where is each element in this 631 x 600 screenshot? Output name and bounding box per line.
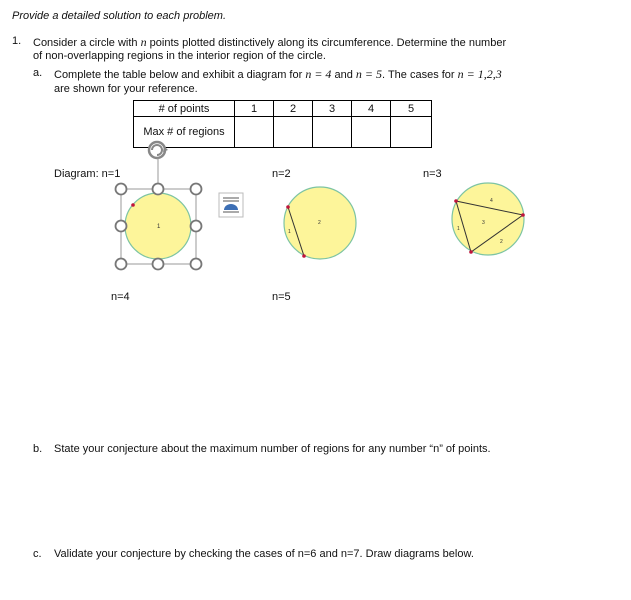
table-col-5: 5 — [391, 101, 432, 117]
diagram-n1-label: Diagram: n=1 — [54, 168, 121, 180]
region-n3-4: 4 — [490, 198, 493, 204]
resize-handle-ml[interactable] — [116, 221, 127, 232]
part-a-eq-n4: n = 4 — [305, 67, 332, 81]
diagram-n3-label: n=3 — [423, 168, 442, 180]
diagram-n2-label: n=2 — [272, 168, 291, 180]
rotate-handle-icon[interactable] — [149, 142, 168, 158]
part-a-line-1-mid: . The cases for — [382, 69, 455, 81]
part-a-line-2: are shown for your reference. — [54, 83, 198, 95]
resize-handle-tc[interactable] — [153, 184, 164, 195]
point-n3-b — [521, 213, 525, 217]
region-n1-1: 1 — [157, 224, 161, 230]
table-col-2: 2 — [274, 101, 313, 117]
part-a-and: and — [334, 69, 353, 81]
circle-n3 — [452, 183, 525, 255]
point-n3-a — [454, 199, 458, 203]
region-n2-1: 1 — [288, 229, 291, 235]
part-a-label: a. — [33, 67, 43, 79]
table-col-3: 3 — [313, 101, 352, 117]
diagram-n5-label: n=5 — [272, 291, 291, 303]
layout-options-icon[interactable] — [219, 193, 243, 217]
resize-handle-br[interactable] — [191, 259, 202, 270]
resize-handle-bc[interactable] — [153, 259, 164, 270]
point-n2-b — [302, 254, 306, 258]
point-n2-a — [286, 205, 290, 209]
resize-handle-tl[interactable] — [116, 184, 127, 195]
table-col-1: 1 — [235, 101, 274, 117]
point-n3-c — [469, 250, 473, 254]
part-c-text: Validate your conjecture by checking the cases of n=6 and n=7. Draw diagrams below. — [54, 548, 474, 560]
problem-line-1-pre: Consider a circle with — [33, 37, 138, 49]
region-n3-2: 2 — [500, 239, 503, 245]
table-header-label: # of points — [134, 101, 235, 117]
table-col-4: 4 — [352, 101, 391, 117]
region-n3-1: 1 — [457, 226, 460, 232]
problem-n-variable: n — [140, 35, 147, 49]
problem-number: 1. — [12, 35, 22, 47]
table-row-label: Max # of regions — [134, 117, 235, 148]
resize-handle-bl[interactable] — [116, 259, 127, 270]
part-a-line-1-pre: Complete the table below and exhibit a diagram for — [54, 69, 303, 81]
part-c-label: c. — [33, 548, 42, 560]
resize-handle-mr[interactable] — [191, 221, 202, 232]
region-n3-3: 3 — [482, 220, 485, 226]
circle-n2 — [284, 187, 356, 259]
part-b-text: State your conjecture about the maximum number of regions for any number “n” of points. — [54, 443, 491, 455]
circle-n1[interactable] — [125, 193, 191, 259]
region-n2-2: 2 — [318, 220, 321, 226]
problem-line-1-post: points plotted distinctively along its circumference. Determine the number — [149, 37, 507, 49]
part-a-eq-n5: n = 5 — [355, 67, 383, 81]
problem-line-2: of non-overlapping regions in the interior region of the circle. — [33, 50, 326, 62]
resize-handle-tr[interactable] — [191, 184, 202, 195]
instructions-text: Provide a detailed solution to each problem. — [12, 10, 227, 22]
point-n1-a — [131, 203, 135, 207]
part-a-eq-cases: n = 1,2,3 — [457, 67, 502, 81]
diagram-n4-label: n=4 — [111, 291, 130, 303]
part-b-label: b. — [33, 443, 43, 455]
